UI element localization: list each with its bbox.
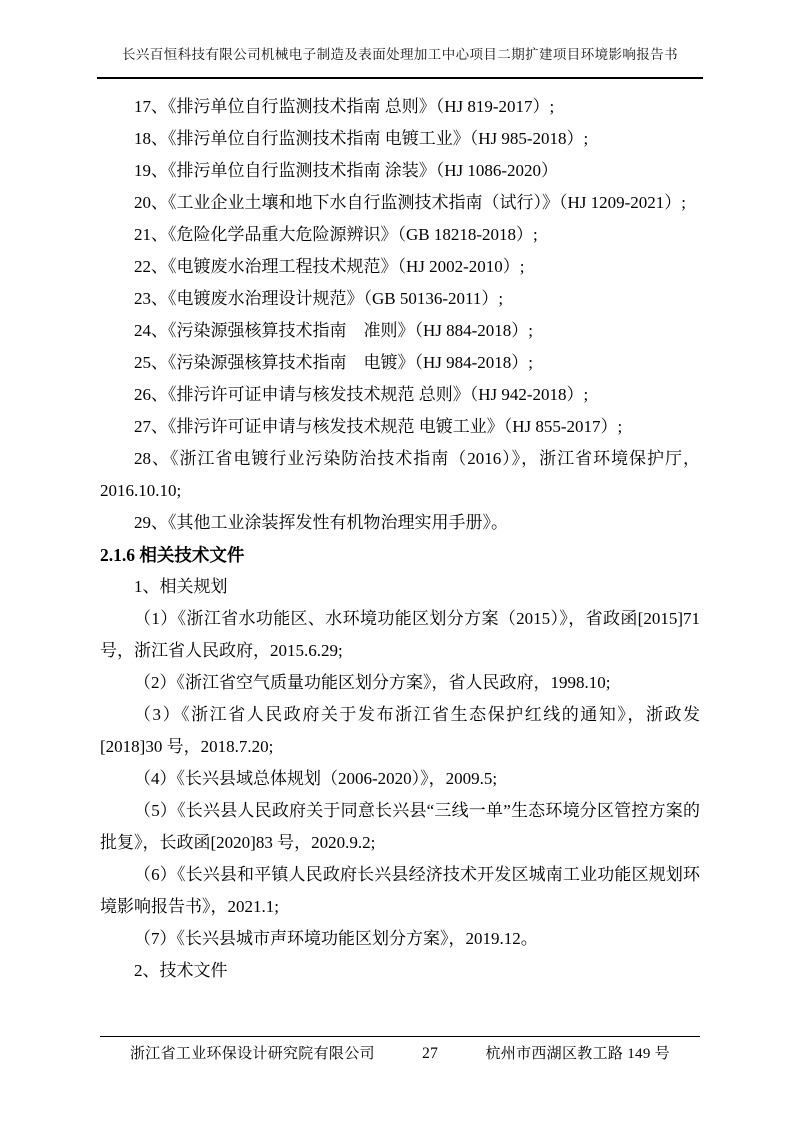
paragraph: 20、《工业企业土壤和地下水自行监测技术指南（试行）》（HJ 1209-2021）; xyxy=(134,193,687,212)
paragraph: 28、《浙江省电镀行业污染防治技术指南（2016）》，浙江省环境保护厅，2016.10.10; xyxy=(100,449,700,500)
footer-page-number: 27 xyxy=(422,1045,439,1062)
paragraph: 17、《排污单位自行监测技术指南 总则》（HJ 819-2017）; xyxy=(134,97,555,116)
paragraph: 24、《污染源强核算技术指南 准则》（HJ 884-2018）; xyxy=(134,321,534,340)
paragraph: （6）《长兴县和平镇人民政府长兴县经济技术开发区城南工业功能区规划环境影响报告书》，2021.1; xyxy=(100,865,700,916)
paragraph: 26、《排污许可证申请与核发技术规范 总则》（HJ 942-2018）; xyxy=(134,385,589,404)
footer-row xyxy=(100,1037,700,1063)
paragraph: 18、《排污单位自行监测技术指南 电镀工业》（HJ 985-2018）; xyxy=(134,129,589,148)
paragraph: （4）《长兴县域总体规划（2006-2020）》，2009.5; xyxy=(134,769,498,788)
header-title: 长兴百恒科技有限公司机械电子制造及表面处理加工中心项目二期扩建项目环境影响报告书 xyxy=(122,47,678,62)
paragraph: 21、《危险化学品重大危险源辨识》（GB 18218-2018）; xyxy=(134,225,538,244)
footer-address: 杭州市西湖区教工路 149 号 xyxy=(485,1046,670,1062)
paragraph: 25、《污染源强核算技术指南 电镀》（HJ 984-2018）; xyxy=(134,353,534,372)
paragraph: 27、《排污许可证申请与核发技术规范 电镀工业》（HJ 855-2017）; xyxy=(134,417,623,436)
paragraph: （2）《浙江省空气质量功能区划分方案》，省人民政府，1998.10; xyxy=(134,673,611,692)
paragraph: （3）《浙江省人民政府关于发布浙江省生态保护红线的通知》，浙政发[2018]30 号，2018.7.20; xyxy=(100,705,700,756)
paragraph: （1）《浙江省水功能区、水环境功能区划分方案（2015）》，省政函[2015]71 号，浙江省人民政府，2015.6.29; xyxy=(100,609,700,660)
document-body xyxy=(100,91,700,987)
paragraph: 2、技术文件 xyxy=(134,961,228,980)
header-rule xyxy=(97,77,703,79)
page-header xyxy=(0,0,800,79)
paragraph: 29、《其他工业涂装挥发性有机物治理实用手册》。 xyxy=(134,513,508,532)
paragraph: （5）《长兴县人民政府关于同意长兴县“三线一单”生态环境分区管控方案的批复》，长政函[2020]83 号，2020.9.2; xyxy=(100,801,700,852)
paragraph: 23、《电镀废水治理设计规范》（GB 50136-2011）; xyxy=(134,289,504,308)
footer-company: 浙江省工业环保设计研究院有限公司 xyxy=(130,1046,375,1062)
paragraph: 19、《排污单位自行监测技术指南 涂装》（HJ 1086-2020） xyxy=(134,161,559,180)
page-footer xyxy=(100,1036,700,1063)
paragraph: 1、相关规划 xyxy=(134,577,228,596)
paragraph: 22、《电镀废水治理工程技术规范》（HJ 2002-2010）; xyxy=(134,257,525,276)
paragraph: （7）《长兴县城市声环境功能区划分方案》，2019.12。 xyxy=(134,929,538,948)
section-heading: 2.1.6 相关技术文件 xyxy=(100,545,245,565)
